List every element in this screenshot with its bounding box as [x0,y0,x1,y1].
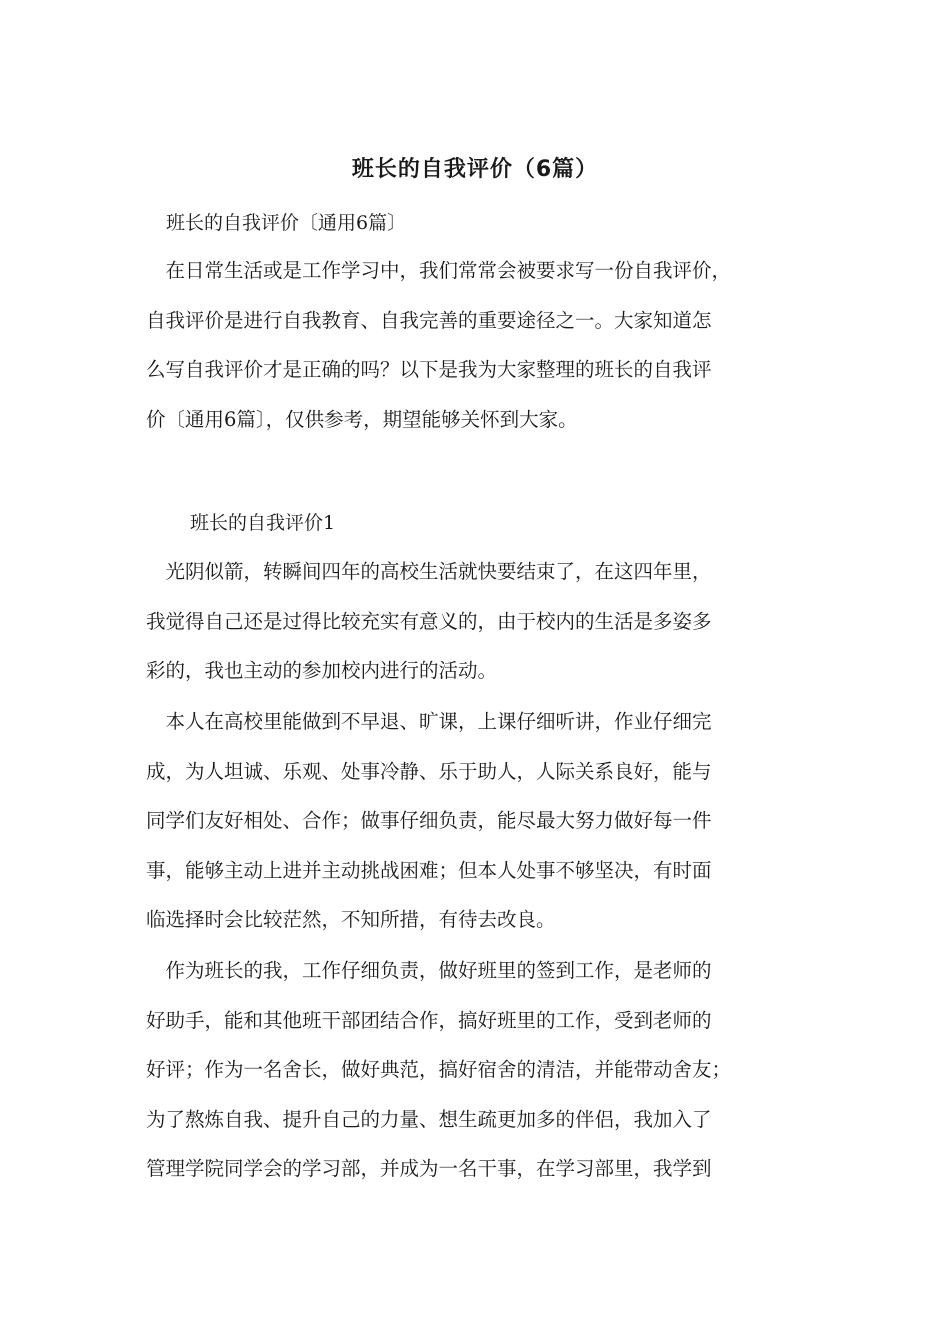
paragraph-line: 为了熬炼自我、提升自己的力量、想生疏更加多的伴侣，我加入了 [146,1107,712,1131]
paragraph-line: 本人在高校里能做到不早退、旷课，上课仔细听讲，作业仔细完 [146,710,712,733]
paragraph-line: 作为班长的我，工作仔细负责，做好班里的签到工作，是老师的 [146,959,712,982]
paragraph-line: 我觉得自己还是过得比较充实有意义的，由于校内的生活是多姿多 [146,609,712,633]
paragraph-line: 彩的，我也主动的参加校内进行的活动。 [146,659,498,682]
paragraph-line: 成，为人坦诚、乐观、处事冷静、乐于助人，人际关系良好，能与 [146,759,712,783]
paragraph-line: 好评；作为一名舍长，做好典范，搞好宿舍的清洁，并能带动舍友； [146,1058,732,1081]
intro-line: 价〔通用6篇〕，仅供参考，期望能够关怀到大家。 [146,407,578,431]
section-heading: 班长的自我评价1 [190,512,336,534]
intro-paragraph [146,246,826,444]
body-paragraph-2 [146,697,826,945]
paragraph-line: 同学们友好相处、合作；做事仔细负责，能尽最大努力做好每一件 [146,809,712,832]
document-title: 班长的自我评价（6篇） [351,157,599,182]
paragraph-line: 事，能够主动上进并主动挑战困难；但本人处事不够坚决，有时面 [146,858,712,882]
body-paragraph-3 [146,946,826,1194]
intro-line: 自我评价是进行自我教育、自我完善的重要途径之一。大家知道怎 [146,308,712,332]
intro-line: 在日常生活或是工作学习中，我们常常会被要求写一份自我评价， [146,259,732,282]
paragraph-line: 临选择时会比较茫然，不知所措，有待去改良。 [146,908,556,931]
body-paragraph-1 [146,547,826,696]
intro-line: 么写自我评价才是正确的吗？以下是我为大家整理的班长的自我评 [146,358,712,381]
document-subtitle: 班长的自我评价〔通用6篇〕 [166,212,407,234]
paragraph-line: 光阴似箭，转瞬间四年的高校生活就快要结束了，在这四年里， [146,560,712,583]
paragraph-line: 好助手，能和其他班干部团结合作，搞好班里的工作，受到老师的 [146,1008,712,1032]
paragraph-line: 管理学院同学会的学习部，并成为一名干事，在学习部里，我学到 [146,1157,712,1180]
